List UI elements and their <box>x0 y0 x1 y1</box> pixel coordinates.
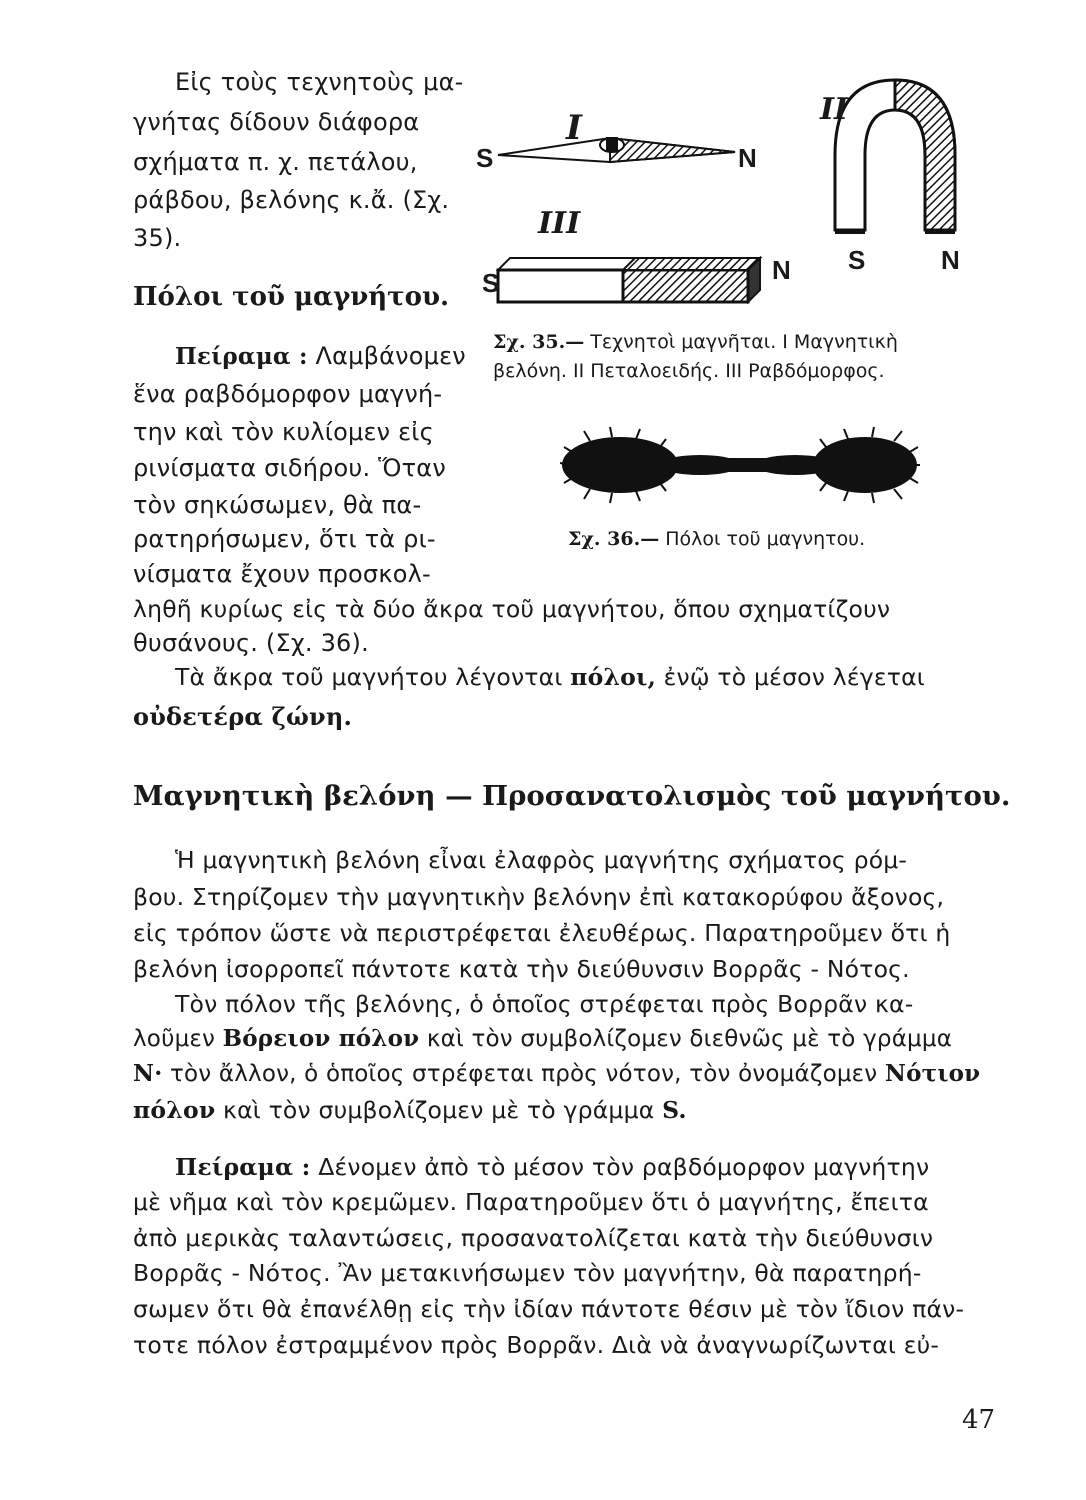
horseshoe-north-label: N <box>941 245 960 275</box>
body-line: βου. Στηρίζομεν τὴν μαγνητικὴν βελόνην ἐπὶ κατακορύφου ἄξονος, <box>133 883 945 911</box>
body-line: μὲ νῆμα καὶ τὸν κρεμῶμεν. Παρατηροῦμεν ὅτι ὁ μαγνήτης, ἔπειτα <box>133 1188 929 1216</box>
body-line: ρινίσματα σιδήρου. Ὅταν <box>133 454 446 482</box>
horseshoe-illustration <box>835 80 955 234</box>
body-line: ἕνα ραβδόμορφον μαγνή- <box>133 380 443 408</box>
experiment-text: Δένομεν ἀπὸ τὸ μέσον τὸν ραβδόμορφον μαγνήτην <box>318 1153 930 1181</box>
north-pole-term: Βόρειον πόλον <box>222 1025 420 1052</box>
poles-term: πόλοι, <box>570 663 656 691</box>
body-line: ληθῆ κυρίως εἰς τὰ δύο ἄκρα τοῦ μαγνήτου, ὅπου σχηματίζουν <box>133 595 891 623</box>
figure-35-caption <box>493 328 898 356</box>
figure-label-horseshoe: II <box>820 92 849 127</box>
experiment-text: Λαμβάνομεν <box>315 342 466 370</box>
needle-illustration <box>498 137 735 162</box>
intro-line: ράβδου, βελόνης κ.ἄ. (Σχ. <box>133 186 450 214</box>
body-text: τὸν ἄλλον, ὁ ὁποῖος στρέφεται πρὸς νότον, τὸν ὀνομάζομεν <box>169 1061 878 1087</box>
neutral-zone-term: οὐδετέρα ζώνη. <box>133 702 353 731</box>
south-symbol: S. <box>662 1096 687 1124</box>
body-line: Τὸν πόλον τῆς βελόνης, ὁ ὁποῖος στρέφεται πρὸς Βορρᾶν κα- <box>175 990 914 1018</box>
intro-line: σχήματα π. χ. πετάλου, <box>133 148 418 176</box>
south-pole-term: Νότιον <box>884 1060 981 1087</box>
bar-north-label: N <box>772 255 791 285</box>
caption-number: Σχ. 35.— <box>493 331 585 353</box>
poles-text: Τὰ ἄκρα τοῦ μαγνήτου λέγονται <box>175 663 563 691</box>
body-line: την καὶ τὸν κυλίομεν εἰς <box>133 418 434 446</box>
south-pole-term: πόλον <box>133 1096 216 1124</box>
caption-text: Τεχνητοὶ μαγνῆται. Ι Μαγνητικὴ <box>590 331 898 353</box>
body-text: καὶ τὸν συμβολίζομεν διεθνῶς μὲ τὸ γράμμα <box>426 1026 953 1052</box>
body-line: Βορρᾶς - Νότος. Ἂν μετακινήσωμεν τὸν μαγνήτην, θὰ παρατηρή- <box>133 1259 922 1287</box>
section-heading-compass: Μαγνητικὴ βελόνη — Προσανατολισμὸς τοῦ μαγνήτου. <box>133 780 1011 812</box>
south-symbol-line <box>133 1093 687 1127</box>
poles-text: ἐνῷ τὸ μέσον λέγεται <box>663 663 925 691</box>
body-text: καὶ τὸν συμβολίζομεν μὲ τὸ γράμμα <box>223 1096 655 1124</box>
needle-north-label: N <box>738 143 757 173</box>
south-pole-line <box>133 1057 980 1091</box>
north-symbol: N· <box>133 1060 163 1087</box>
experiment-label: Πείραμα : <box>175 1153 311 1181</box>
intro-line: γνήτας δίδουν διάφορα <box>133 108 420 136</box>
intro-line: 35). <box>133 224 182 252</box>
body-line: τοτε πόλον ἐστραμμένον πρὸς Βορρᾶν. Διὰ νὰ ἀναγνωρίζωνται εὐ- <box>133 1331 940 1359</box>
figure-35-caption-line2: βελόνη. ΙΙ Πεταλοειδής. ΙΙΙ Ραβδόμορφος. <box>493 360 885 382</box>
body-line: θυσάνους. (Σχ. 36). <box>133 629 369 657</box>
bar-magnet-illustration <box>498 258 760 302</box>
caption-number: Σχ. 36.— <box>568 528 660 550</box>
body-line: νίσματα ἔχουν προσκολ- <box>133 560 431 588</box>
horseshoe-south-label: S <box>848 245 866 275</box>
figure-label-needle: I <box>566 108 582 148</box>
body-line: ρατηρήσωμεν, ὅτι τὰ ρι- <box>133 525 436 553</box>
body-line: σωμεν ὅτι θὰ ἐπανέλθῃ εἰς τὴν ἰδίαν πάντοτε θέσιν μὲ τὸν ἴδιον πάν- <box>133 1295 965 1323</box>
body-line: εἰς τρόπον ὥστε νὰ περιστρέφεται ἐλευθέρως. Παρατηροῦμεν ὅτι ἡ <box>133 919 951 947</box>
figure-label-bar: III <box>538 206 581 241</box>
figure-36-caption <box>568 525 865 553</box>
north-pole-line <box>133 1022 952 1056</box>
body-line: βελόνη ἰσορροπεῖ πάντοτε κατὰ τὴν διεύθυνσιν Βορρᾶς - Νότος. <box>133 955 910 983</box>
section-heading-poles: Πόλοι τοῦ μαγνήτου. <box>133 282 450 312</box>
experiment-label: Πείραμα : <box>175 343 308 370</box>
experiment2-first-line <box>175 1150 929 1184</box>
intro-line: Εἰς τοὺς τεχνητοὺς μα- <box>175 68 464 96</box>
poles-sentence <box>175 660 925 694</box>
page-number: 47 <box>962 1405 996 1435</box>
body-text: λοῦμεν <box>133 1026 216 1052</box>
figure-36-filings <box>560 425 920 505</box>
body-line: τὸν σηκώσωμεν, θὰ πα- <box>133 491 422 519</box>
needle-south-label: S <box>476 143 494 173</box>
body-line: Ἡ μαγνητικὴ βελόνη εἶναι ἐλαφρὸς μαγνήτης σχήματος ρόμ- <box>175 846 908 874</box>
bar-south-label: S <box>482 268 500 298</box>
body-line: ἀπὸ μερικὰς ταλαντώσεις, προσανατολίζεται κατὰ τὴν διεύθυνσιν <box>133 1224 934 1252</box>
experiment-first-line <box>175 339 466 374</box>
caption-text: Πόλοι τοῦ μαγνητου. <box>665 528 866 550</box>
